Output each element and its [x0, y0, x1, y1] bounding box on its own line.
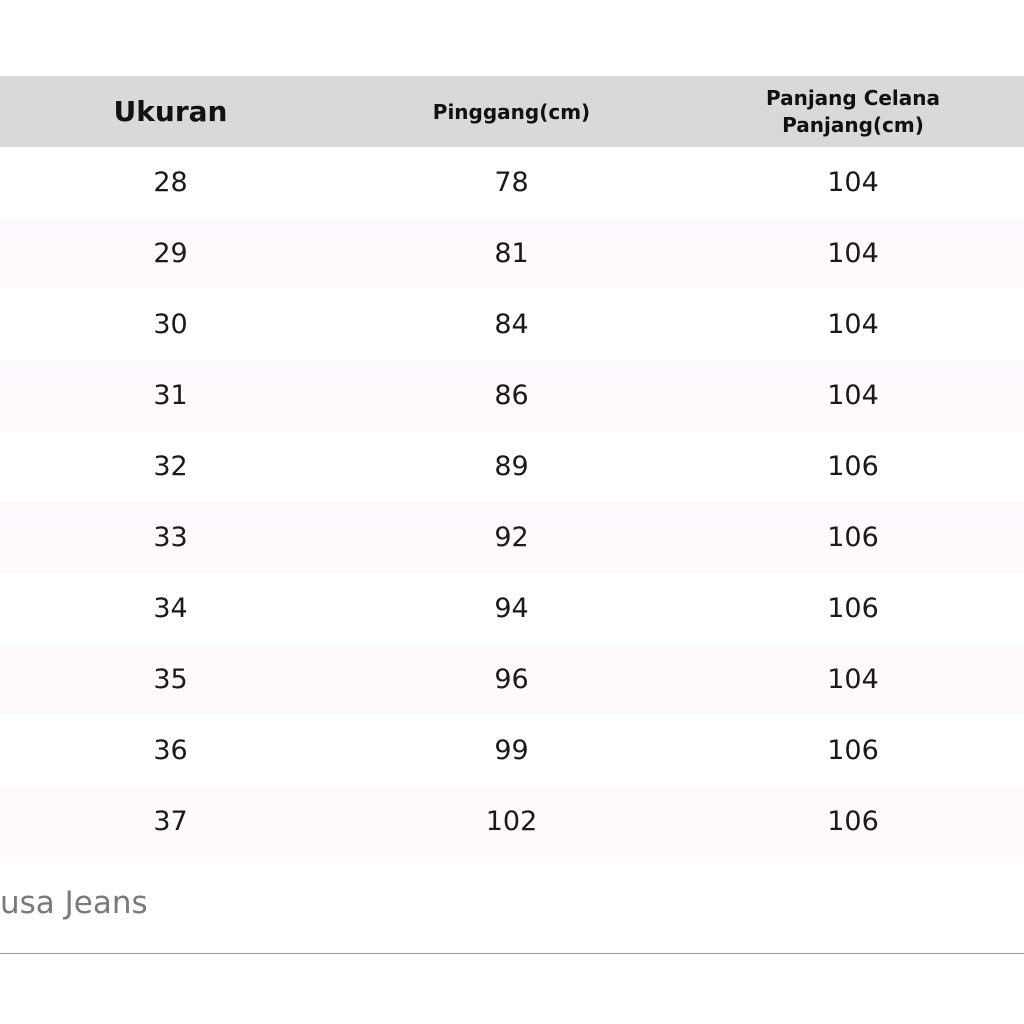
- header-length: [682, 76, 1024, 147]
- table-row: [0, 502, 1024, 573]
- cell-size: 31: [153, 380, 188, 411]
- table-row: [0, 715, 1024, 786]
- header-length-line2: Panjang(cm): [782, 112, 924, 137]
- cell-waist: 96: [494, 664, 529, 695]
- cell-waist: 94: [494, 593, 529, 624]
- cell-length: 104: [827, 380, 879, 411]
- cell-size: 30: [153, 309, 188, 340]
- cell-length: 104: [827, 167, 879, 198]
- cell-length: 106: [827, 593, 879, 624]
- cell-size: 35: [153, 664, 188, 695]
- cell-length: 106: [827, 522, 879, 553]
- table-row: [0, 289, 1024, 360]
- size-table: [0, 76, 1024, 857]
- cell-size: 28: [153, 167, 188, 198]
- cell-size: 34: [153, 593, 188, 624]
- header-waist: Pinggang(cm): [432, 99, 591, 124]
- cell-length: 104: [827, 664, 879, 695]
- table-header-row: [0, 76, 1024, 147]
- cell-waist: 92: [494, 522, 529, 553]
- cell-size: 29: [153, 238, 188, 269]
- cell-waist: 84: [494, 309, 529, 340]
- cell-waist: 89: [494, 451, 529, 482]
- cell-size: 36: [153, 735, 188, 766]
- table-row: [0, 147, 1024, 218]
- cell-size: 32: [153, 451, 188, 482]
- cell-length: 104: [827, 309, 879, 340]
- table-row: [0, 786, 1024, 857]
- cell-length: 104: [827, 238, 879, 269]
- header-size: Ukuran: [113, 95, 228, 128]
- table-row: [0, 644, 1024, 715]
- cell-waist: 78: [494, 167, 529, 198]
- cell-size: 33: [153, 522, 188, 553]
- cell-waist: 102: [485, 806, 538, 837]
- brand-text: usa Jeans: [0, 885, 148, 921]
- cell-length: 106: [827, 735, 879, 766]
- cell-waist: 81: [494, 238, 529, 269]
- divider: [0, 953, 1024, 954]
- table-row: [0, 218, 1024, 289]
- header-length-line1: Panjang Celana: [765, 85, 941, 110]
- table-row: [0, 431, 1024, 502]
- cell-waist: 99: [494, 735, 529, 766]
- table-row: [0, 360, 1024, 431]
- cell-length: 106: [827, 451, 879, 482]
- cell-waist: 86: [494, 380, 529, 411]
- cell-length: 106: [827, 806, 879, 837]
- cell-size: 37: [153, 806, 188, 837]
- table-row: [0, 573, 1024, 644]
